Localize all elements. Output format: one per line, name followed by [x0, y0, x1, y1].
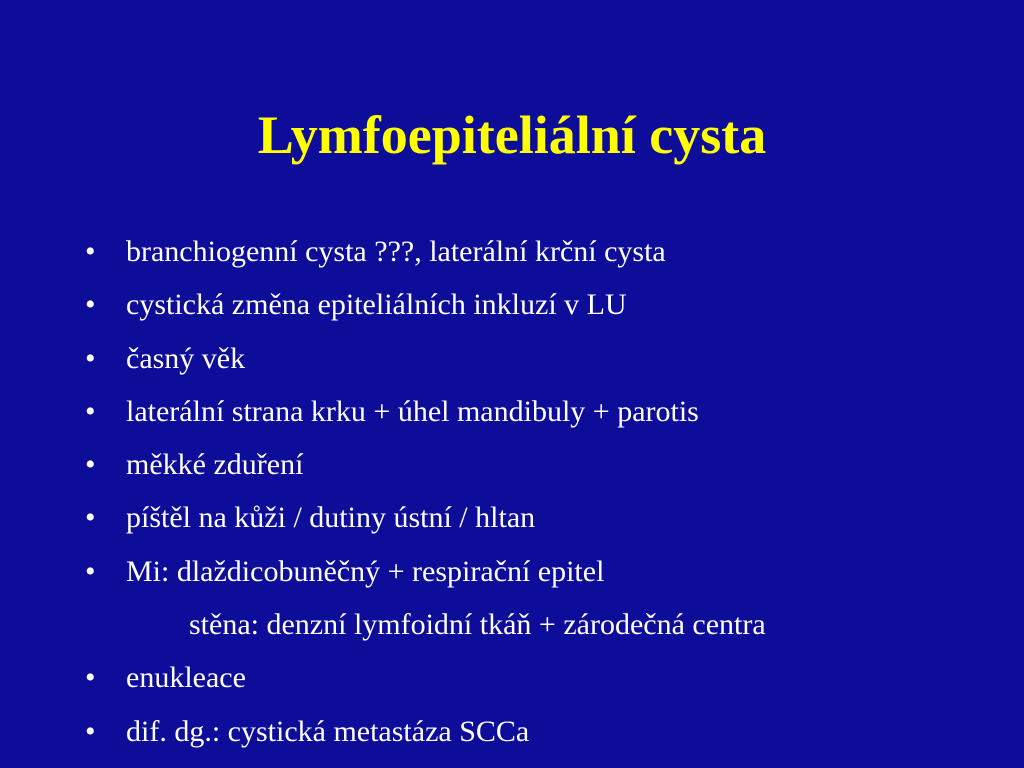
list-item: [0, 278, 1024, 331]
bullet-icon: •: [85, 394, 96, 428]
list-item: [0, 385, 1024, 438]
bullet-icon: •: [85, 501, 96, 535]
list-item-text: měkké zduření: [126, 448, 304, 482]
bullet-icon: •: [85, 714, 96, 748]
bullet-icon: •: [85, 554, 96, 588]
list-item-continuation: [0, 598, 1024, 651]
list-item: [0, 491, 1024, 544]
list-item: [0, 705, 1024, 758]
list-item-text: cystická změna epiteliálních inkluzí v LU: [126, 288, 627, 322]
list-item-text: laterální strana krku + úhel mandibuly + parotis: [126, 394, 699, 428]
bullet-icon: •: [85, 288, 96, 322]
bullet-list: [0, 225, 1024, 758]
bullet-icon: •: [85, 661, 96, 695]
bullet-icon: •: [85, 341, 96, 375]
list-item: [0, 438, 1024, 491]
list-item-text: píštěl na kůži / dutiny ústní / hltan: [126, 501, 536, 535]
list-item-text: enukleace: [126, 661, 246, 695]
bullet-icon: •: [85, 235, 96, 268]
list-item-text: Mi: dlaždicobuněčný + respirační epitel: [126, 554, 605, 588]
list-item: [0, 545, 1024, 598]
list-item-text: stěna: denzní lymfoidní tkáň + zárodečná centra: [189, 608, 766, 642]
list-item-text: branchiogenní cysta ???, laterální krční cysta: [126, 235, 666, 268]
list-item-text: dif. dg.: cystická metastáza SCCa: [126, 714, 530, 748]
list-item: [0, 651, 1024, 704]
slide-title: Lymfoepiteliální cysta: [257, 105, 767, 165]
list-item: [0, 332, 1024, 385]
list-item-text: časný věk: [126, 341, 246, 375]
list-item: [0, 225, 1024, 278]
bullet-icon: •: [85, 448, 96, 482]
